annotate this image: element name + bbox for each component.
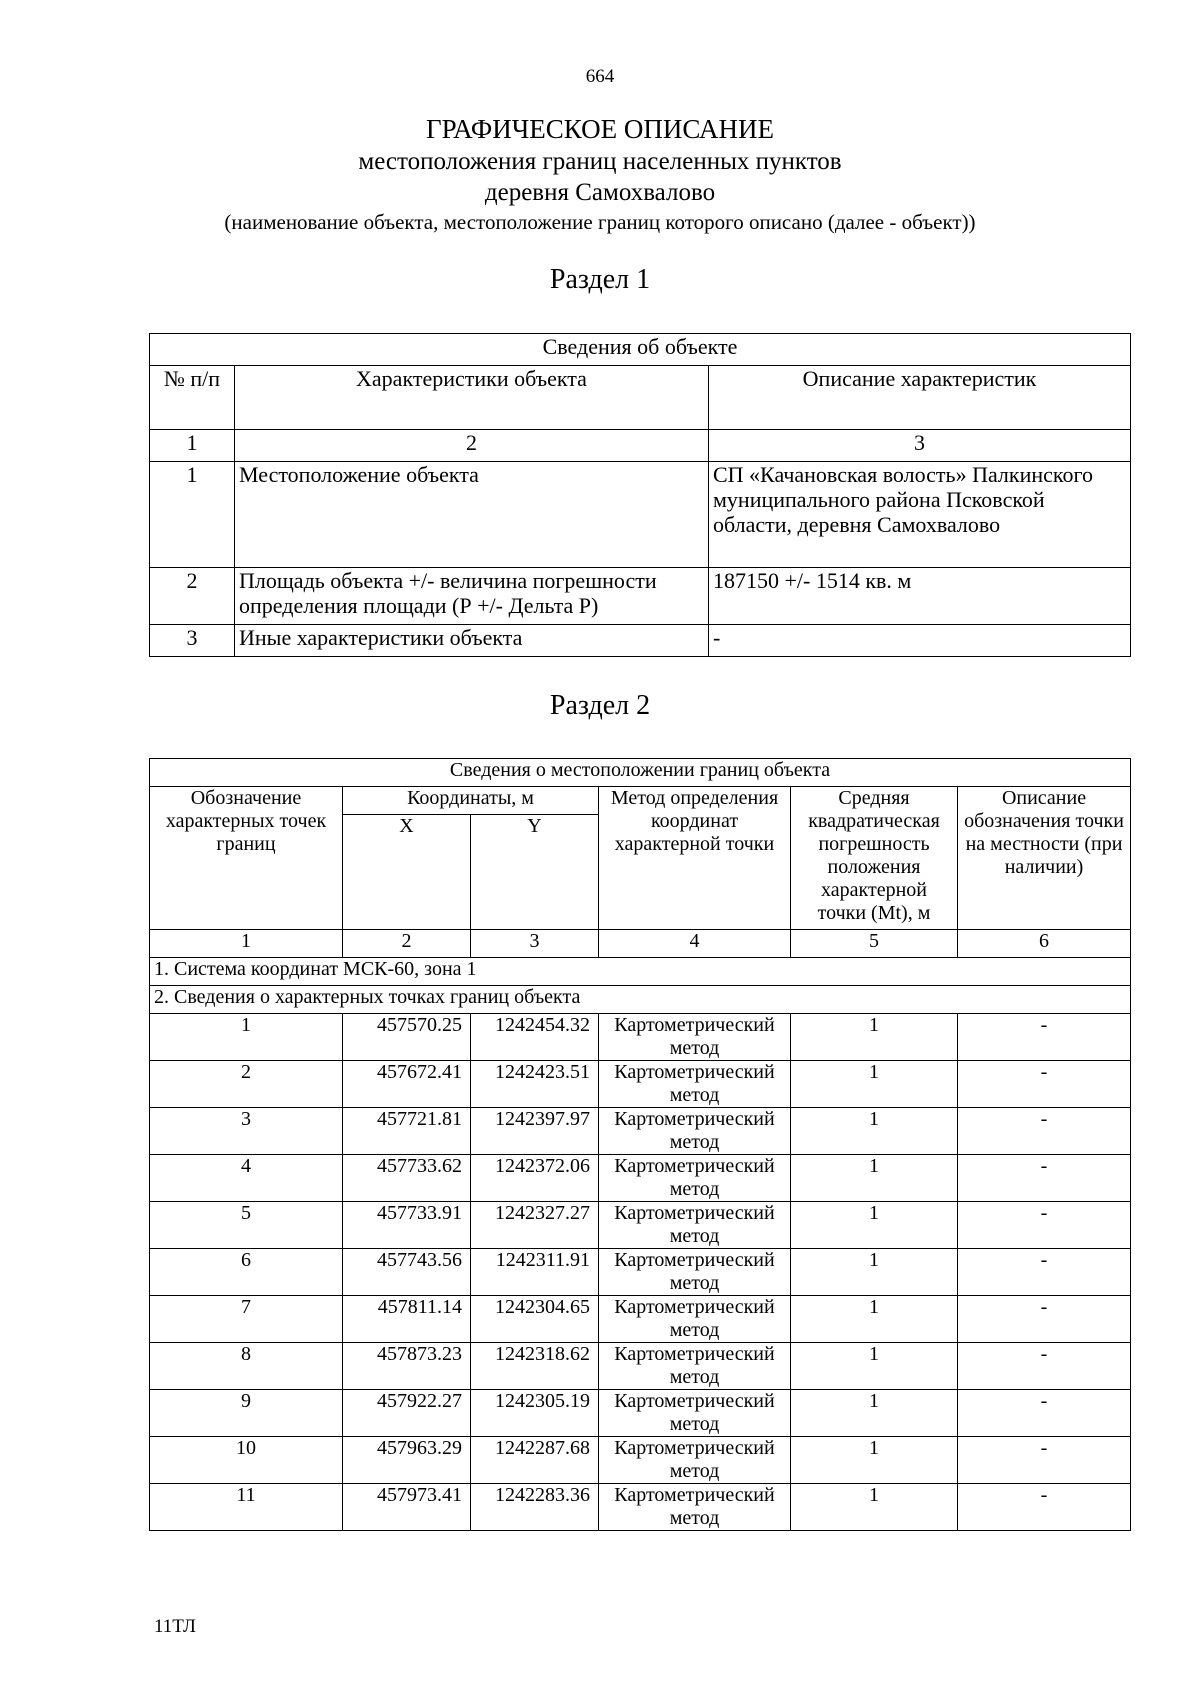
row-num: 3 (150, 625, 235, 657)
point-y: 1242311.91 (471, 1249, 599, 1296)
row-characteristic: Площадь объекта +/- величина погрешности определения площади (Р +/- Дельта Р) (235, 568, 709, 625)
point-method: Картометрический метод (599, 1202, 791, 1249)
table-row (150, 625, 1131, 657)
point-mt: 1 (791, 1390, 958, 1437)
point-desc: - (958, 1437, 1131, 1484)
header-method: Метод определения координат характерной точки (599, 787, 791, 930)
table-row (150, 1202, 1131, 1249)
header-coords: Координаты, м (343, 787, 599, 815)
point-desc: - (958, 1390, 1131, 1437)
point-id: 5 (150, 1202, 343, 1249)
table-row (150, 1390, 1131, 1437)
point-x: 457733.91 (343, 1202, 471, 1249)
col-number: 5 (791, 930, 958, 958)
row-characteristic: Местоположение объекта (235, 462, 709, 568)
row-num: 1 (150, 462, 235, 568)
point-desc: - (958, 1108, 1131, 1155)
point-mt: 1 (791, 1202, 958, 1249)
col-number: 6 (958, 930, 1131, 958)
point-x: 457811.14 (343, 1296, 471, 1343)
col-number: 3 (471, 930, 599, 958)
row-description: - (709, 625, 1131, 657)
point-y: 1242423.51 (471, 1061, 599, 1108)
point-id: 10 (150, 1437, 343, 1484)
footer-code: 11ТЛ (154, 1616, 196, 1637)
point-mt: 1 (791, 1014, 958, 1061)
row-description: 187150 +/- 1514 кв. м (709, 568, 1131, 625)
table-row (150, 1108, 1131, 1155)
point-mt: 1 (791, 1343, 958, 1390)
table-row (150, 568, 1131, 625)
point-method: Картометрический метод (599, 1390, 791, 1437)
point-id: 11 (150, 1484, 343, 1531)
point-id: 3 (150, 1108, 343, 1155)
object-info-table (149, 333, 1131, 657)
point-id: 8 (150, 1343, 343, 1390)
point-method: Картометрический метод (599, 1014, 791, 1061)
col-header-description: Описание характеристик (709, 366, 1131, 430)
point-method: Картометрический метод (599, 1249, 791, 1296)
page-number: 664 (585, 66, 615, 87)
point-x: 457873.23 (343, 1343, 471, 1390)
points-body (150, 1014, 1131, 1531)
document-title (0, 112, 1200, 236)
point-mt: 1 (791, 1108, 958, 1155)
point-desc: - (958, 1484, 1131, 1531)
point-x: 457570.25 (343, 1014, 471, 1061)
title-line-1: ГРАФИЧЕСКОЕ ОПИСАНИЕ (425, 114, 775, 144)
point-y: 1242454.32 (471, 1014, 599, 1061)
row-characteristic: Иные характеристики объекта (235, 625, 709, 657)
point-desc: - (958, 1014, 1131, 1061)
header-error: Средняя квадратическая погрешность положения характерной точки (Mt), м (791, 787, 958, 930)
point-method: Картометрический метод (599, 1437, 791, 1484)
point-desc: - (958, 1061, 1131, 1108)
table-row (150, 1484, 1131, 1531)
point-x: 457922.27 (343, 1390, 471, 1437)
section-2-heading: Раздел 2 (549, 690, 651, 721)
point-mt: 1 (791, 1296, 958, 1343)
point-method: Картометрический метод (599, 1343, 791, 1390)
point-y: 1242283.36 (471, 1484, 599, 1531)
col-number: 2 (235, 430, 709, 462)
row-num: 2 (150, 568, 235, 625)
point-y: 1242327.27 (471, 1202, 599, 1249)
col-header-num: № п/п (150, 366, 235, 430)
point-desc: - (958, 1343, 1131, 1390)
point-mt: 1 (791, 1437, 958, 1484)
col-header-characteristic: Характеристики объекта (235, 366, 709, 430)
table-title: Сведения о местоположении границ объекта (150, 759, 1131, 787)
point-id: 9 (150, 1390, 343, 1437)
col-number: 1 (150, 930, 343, 958)
point-method: Картометрический метод (599, 1155, 791, 1202)
table-row (150, 1249, 1131, 1296)
table-row (150, 1014, 1131, 1061)
point-x: 457743.56 (343, 1249, 471, 1296)
point-y: 1242372.06 (471, 1155, 599, 1202)
point-id: 1 (150, 1014, 343, 1061)
table-row (150, 1061, 1131, 1108)
section-1-heading: Раздел 1 (549, 264, 651, 295)
table-row (150, 1155, 1131, 1202)
point-method: Картометрический метод (599, 1108, 791, 1155)
point-x: 457963.29 (343, 1437, 471, 1484)
col-number: 2 (343, 930, 471, 958)
col-number: 3 (709, 430, 1131, 462)
coord-system-row: 1. Система координат МСК-60, зона 1 (150, 958, 1131, 986)
point-method: Картометрический метод (599, 1296, 791, 1343)
point-id: 7 (150, 1296, 343, 1343)
point-desc: - (958, 1249, 1131, 1296)
point-id: 6 (150, 1249, 343, 1296)
table-row (150, 1343, 1131, 1390)
title-line-4: (наименование объекта, местоположение границ которого описано (далее - объект)) (224, 210, 976, 234)
point-x: 457672.41 (343, 1061, 471, 1108)
point-id: 2 (150, 1061, 343, 1108)
point-method: Картометрический метод (599, 1484, 791, 1531)
point-y: 1242397.97 (471, 1108, 599, 1155)
title-line-3: деревня Самохвалово (484, 179, 716, 206)
table-row (150, 1296, 1131, 1343)
col-number: 4 (599, 930, 791, 958)
point-desc: - (958, 1296, 1131, 1343)
header-description: Описание обозначения точки на местности (при наличии) (958, 787, 1131, 930)
boundary-points-table (149, 758, 1131, 1531)
header-y: Y (471, 815, 599, 930)
point-desc: - (958, 1202, 1131, 1249)
table-row (150, 1437, 1131, 1484)
point-y: 1242318.62 (471, 1343, 599, 1390)
title-line-2: местоположения границ населенных пунктов (358, 148, 842, 175)
point-y: 1242305.19 (471, 1390, 599, 1437)
point-x: 457721.81 (343, 1108, 471, 1155)
point-mt: 1 (791, 1061, 958, 1108)
point-mt: 1 (791, 1155, 958, 1202)
table-row (150, 462, 1131, 568)
point-y: 1242304.65 (471, 1296, 599, 1343)
row-description: СП «Качановская волость» Палкинского муниципального района Псковской области, деревня Самохвалово (709, 462, 1131, 568)
point-y: 1242287.68 (471, 1437, 599, 1484)
header-designation: Обозначение характерных точек границ (150, 787, 343, 930)
point-mt: 1 (791, 1484, 958, 1531)
header-x: X (343, 815, 471, 930)
points-heading-row: 2. Сведения о характерных точках границ объекта (150, 986, 1131, 1014)
point-desc: - (958, 1155, 1131, 1202)
point-id: 4 (150, 1155, 343, 1202)
point-mt: 1 (791, 1249, 958, 1296)
col-number: 1 (150, 430, 235, 462)
point-x: 457973.41 (343, 1484, 471, 1531)
table-title: Сведения об объекте (150, 334, 1131, 366)
point-method: Картометрический метод (599, 1061, 791, 1108)
point-x: 457733.62 (343, 1155, 471, 1202)
